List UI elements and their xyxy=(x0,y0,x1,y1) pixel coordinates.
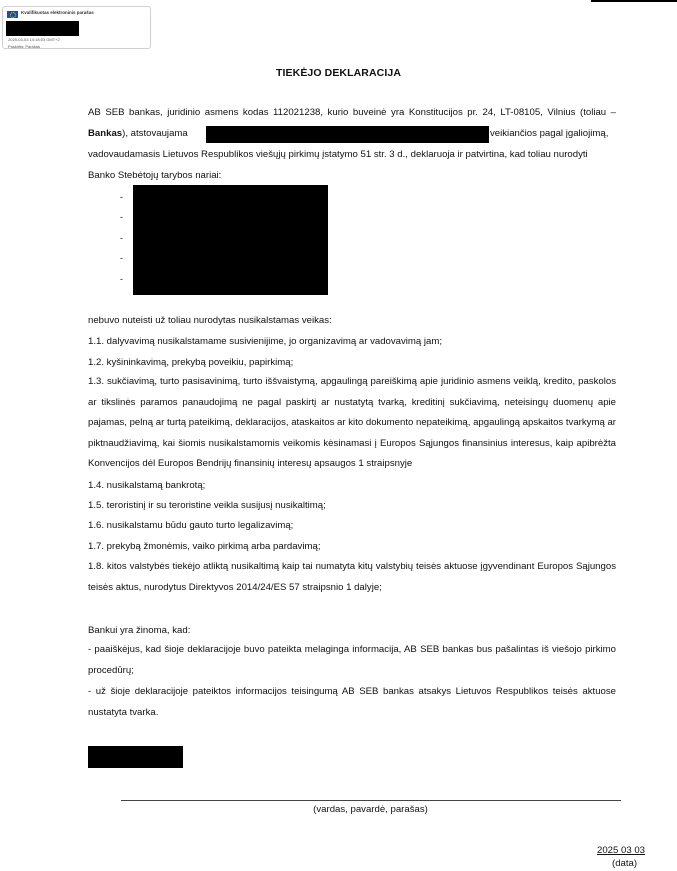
list-bullet: - xyxy=(120,253,123,263)
eu-flag-icon xyxy=(7,11,18,18)
item-1-7: 1.7. prekybą žmonėmis, vaiko pirkimą arba pardavimą; xyxy=(88,541,321,552)
top-edge-redaction xyxy=(591,0,677,2)
intro-line-1 xyxy=(88,107,616,118)
date-value: 2025 03 03 xyxy=(597,845,646,856)
redacted-representative xyxy=(206,126,489,143)
item-1-8: 1.8. kitos valstybės tiekėjo atliktą nusikaltimą kaip tai numatyta kitų valstybių teisės aktuose įgyvendinant Europos Sąjungos teisės aktus, nurodytus Direktyvos 2014/24/ES 57 straipsnio 1 dalyje; xyxy=(88,561,616,593)
item-1-2: 1.2. kyšininkavimą, prekybą poveikiu, papirkimą; xyxy=(88,357,294,368)
intro-text-1: AB SEB bankas, juridinio asmens kodas 112021238, kurio buveinė yra Konstitucijos pr. 24, LT-08105, Vilnius (toliau – xyxy=(88,107,616,118)
list-bullet: - xyxy=(120,192,123,202)
not-convicted-text: nebuvo nuteisti už toliau nurodytas nusikalstamas veikas: xyxy=(88,315,332,326)
item-1-1: 1.1. dalyvavimą nusikalstamame susivienijime, jo organizavimą ar vadovavimą jam; xyxy=(88,336,443,347)
item-1-5: 1.5. teroristinį ir su teroristine veikla susijusį nusikaltimą; xyxy=(88,500,326,511)
intro-text-3: veikiančios pagal įgaliojimą, xyxy=(490,128,609,139)
intro-text-2: ), atstovaujama xyxy=(122,128,188,139)
list-bullet: - xyxy=(120,274,123,284)
known-intro: Bankui yra žinoma, kad: xyxy=(88,625,191,636)
stamp-title: Kvalifikuotas elektroninis parašas xyxy=(21,10,94,15)
intro-line-4: Banko Stebėtojų tarybos nariai: xyxy=(88,170,222,181)
list-bullet: - xyxy=(120,233,123,243)
redacted-signer-name xyxy=(6,21,79,36)
stamp-datetime: 2025-03-03 14:18:03 GMT+2 xyxy=(8,37,60,42)
signature-caption: (vardas, pavardė, parašas) xyxy=(313,804,428,815)
date-caption: (data) xyxy=(612,858,638,869)
redacted-board-members xyxy=(133,185,328,295)
item-1-6: 1.6. nusikalstamu būdu gauto turto legalizavimą; xyxy=(88,520,294,531)
e-signature-stamp xyxy=(2,6,151,49)
stamp-purpose: Paskirtis: Parašas xyxy=(8,44,41,49)
redacted-signatory xyxy=(88,746,183,768)
intro-line-3: vadovaudamasis Lietuvos Respublikos viešųjų pirkimų įstatymo 51 str. 3 d., deklaruoja ir patvirtina, kad toliau nurodyti xyxy=(88,149,588,160)
document-title: TIEKĖJO DEKLARACIJA xyxy=(276,67,401,79)
known-statement-2: - už šioje deklaracijoje pateiktos informacijos teisingumą AB SEB bankas atsakys Lietuvos Respublikos teisės aktuose nustatyta tvarka. xyxy=(88,686,616,718)
signature-line xyxy=(121,800,621,801)
bank-term: Bankas xyxy=(88,128,123,139)
list-bullet: - xyxy=(120,212,123,222)
item-1-4: 1.4. nusikalstamą bankrotą; xyxy=(88,480,206,491)
item-1-3: 1.3. sukčiavimą, turto pasisavinimą, turto iššvaistymą, apgaulingą pareiškimą apie juridinio asmens veiklą, kredito, paskolos ar tikslinės paramos panaudojimą ne pagal paskirtį ar nustatytą tvarką, kreditinį sukčiavimą, neteisingų duomenų apie pajamas, pelną ar turtą pateikimą, deklaracijos, ataskaitos ar kito dokumento nepateikimą, apgaulingą apskaitos tvarkymą ar piktnaudžiavimą, kai šiomis nusikalstamomis veikomis kėsinamasi į Europos Sąjungos finansinius interesus, kaip apibrėžta Konvencijos dėl Europos Bendrijų finansinių interesų apsaugos 1 straipsnyje xyxy=(88,376,616,470)
known-statement-1: - paaiškėjus, kad šioje deklaracijoje buvo pateikta melaginga informacija, AB SEB bankas bus pašalintas iš viešojo pirkimo procedūrų; xyxy=(88,644,616,676)
